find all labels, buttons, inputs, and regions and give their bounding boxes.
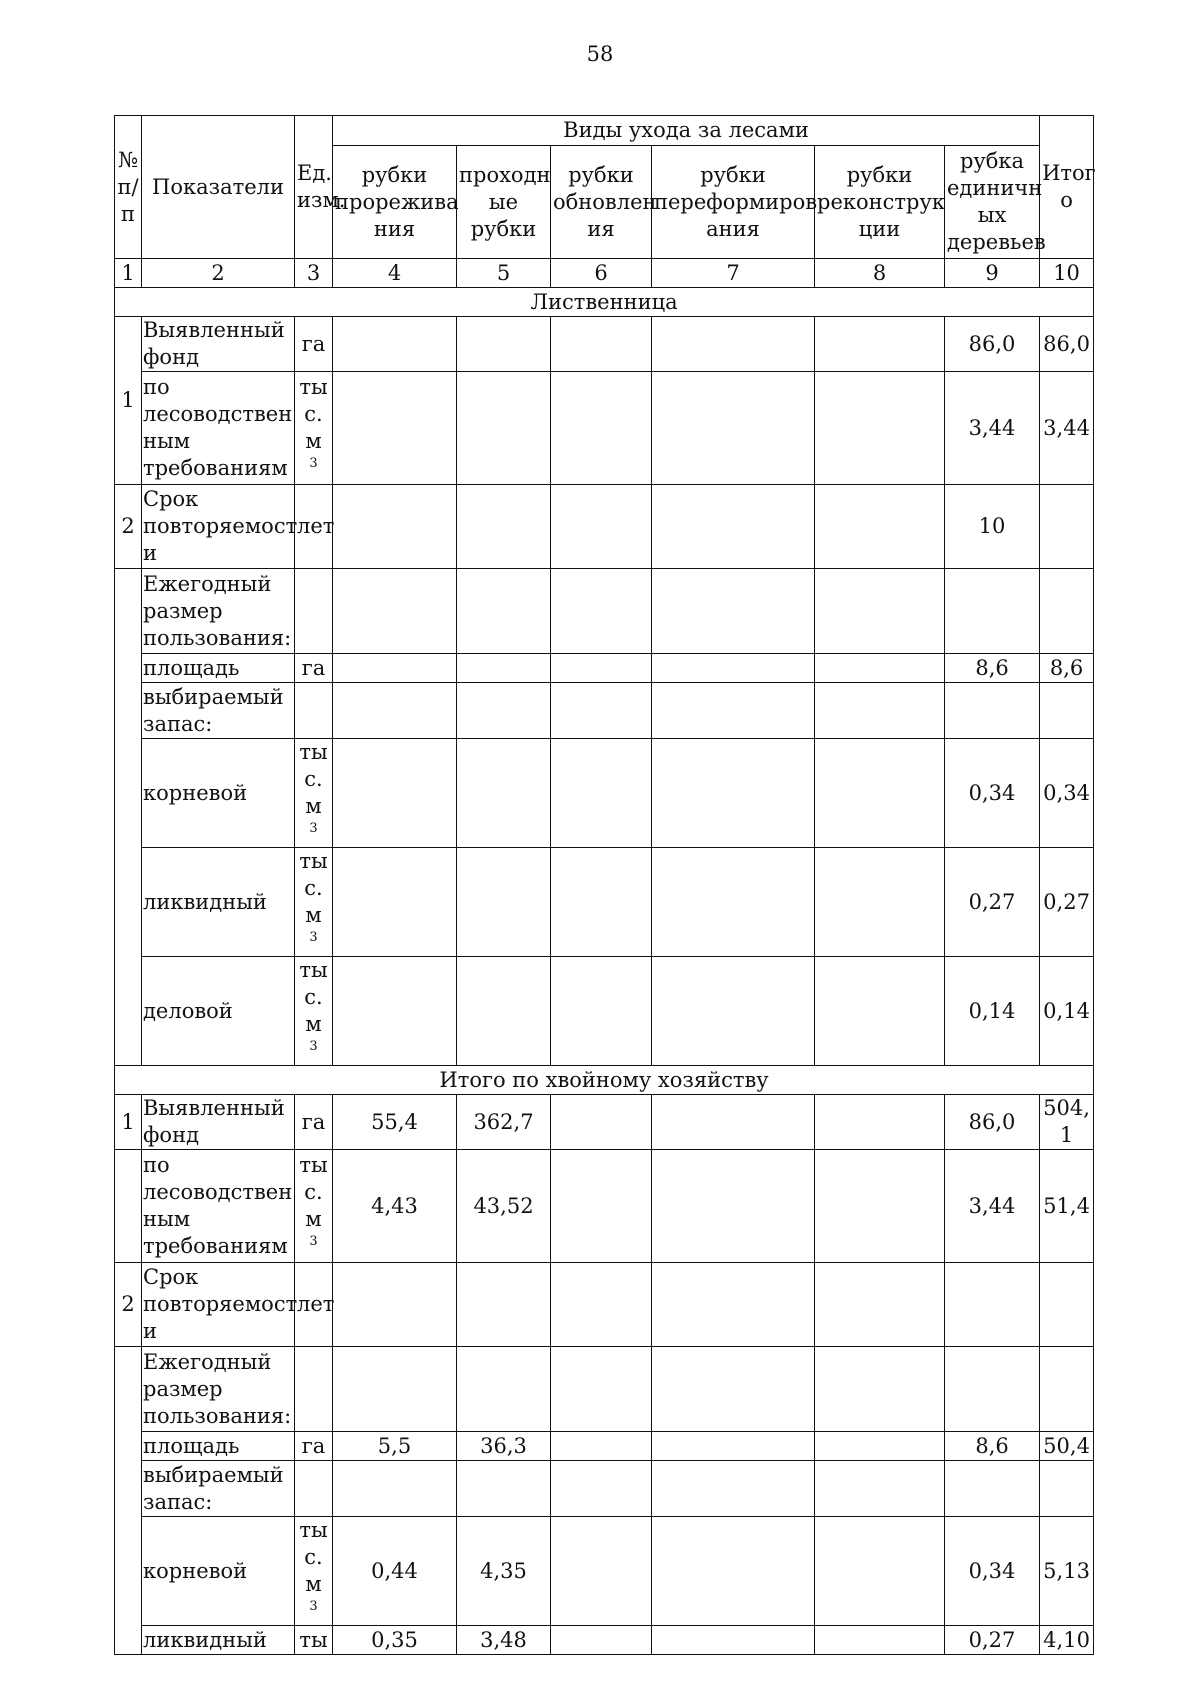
value-cell: [333, 372, 457, 485]
value-cell: [457, 739, 551, 848]
table-row: [115, 1095, 1094, 1150]
value-cell: [551, 683, 652, 739]
value-cell: 0,27: [945, 848, 1040, 957]
value-cell: [333, 485, 457, 569]
value-cell: 0,27: [945, 1626, 1040, 1655]
header-type: рубки переформиров ания: [652, 146, 815, 259]
value-cell: [551, 848, 652, 957]
value-cell: [551, 957, 652, 1066]
column-number: 2: [142, 259, 295, 288]
header-group: Виды ухода за лесами: [333, 116, 1040, 146]
value-cell: [551, 1263, 652, 1347]
header-type: рубки реконструк ции: [815, 146, 945, 259]
value-cell: [457, 1263, 551, 1347]
value-cell: [815, 957, 945, 1066]
value-cell: 86,0: [945, 317, 1040, 372]
value-cell: [457, 317, 551, 372]
unit-superscript: 3: [309, 1234, 318, 1249]
value-cell: [1040, 485, 1094, 569]
value-cell: 4,35: [457, 1517, 551, 1626]
header-type: рубка единичн ых деревьев: [945, 146, 1040, 259]
value-cell: [333, 848, 457, 957]
row-number: 1: [115, 317, 142, 485]
section-title-row: [115, 1066, 1094, 1095]
value-cell: [815, 1626, 945, 1655]
row-number: [115, 1150, 142, 1263]
header-total: Итог о: [1040, 116, 1094, 259]
row-unit: [295, 1461, 333, 1517]
value-cell: [333, 683, 457, 739]
row-label: корневой: [142, 1517, 295, 1626]
unit-text: ты с. м: [299, 1153, 328, 1231]
row-unit: [295, 317, 333, 372]
table-row: [115, 1517, 1094, 1626]
value-cell: [652, 317, 815, 372]
unit-text: га: [301, 1433, 326, 1458]
table-row: [115, 317, 1094, 372]
value-cell: [815, 1150, 945, 1263]
value-cell: [652, 1461, 815, 1517]
row-label: корневой: [142, 739, 295, 848]
row-label: Выявленный фонд: [142, 317, 295, 372]
unit-text: ты с. м: [299, 958, 328, 1036]
unit-superscript: 3: [309, 1599, 318, 1614]
value-cell: [815, 485, 945, 569]
column-number: 10: [1040, 259, 1094, 288]
value-cell: [457, 1461, 551, 1517]
row-unit: [295, 1517, 333, 1626]
header-type: проходн ые рубки: [457, 146, 551, 259]
value-cell: [551, 1150, 652, 1263]
value-cell: [1040, 1347, 1094, 1432]
value-cell: [652, 654, 815, 683]
unit-superscript: 3: [309, 456, 318, 471]
value-cell: [815, 569, 945, 654]
table-row: [115, 848, 1094, 957]
row-unit: [295, 1150, 333, 1263]
value-cell: [551, 1432, 652, 1461]
value-cell: 8,6: [945, 1432, 1040, 1461]
value-cell: [1040, 683, 1094, 739]
table-row: [115, 1626, 1094, 1655]
row-label: Выявленный фонд: [142, 1095, 295, 1150]
value-cell: [652, 485, 815, 569]
row-label: Срок повторяемост и: [142, 1263, 295, 1347]
value-cell: 10: [945, 485, 1040, 569]
row-unit: [295, 1263, 333, 1347]
row-label: Срок повторяемост и: [142, 485, 295, 569]
table-row: [115, 654, 1094, 683]
value-cell: [945, 1263, 1040, 1347]
value-cell: [333, 569, 457, 654]
value-cell: 0,34: [945, 1517, 1040, 1626]
value-cell: 0,27: [1040, 848, 1094, 957]
value-cell: [1040, 569, 1094, 654]
unit-text: га: [301, 1109, 326, 1134]
row-label: по лесоводствен ным требованиям: [142, 372, 295, 485]
value-cell: 55,4: [333, 1095, 457, 1150]
value-cell: 86,0: [1040, 317, 1094, 372]
value-cell: 0,14: [945, 957, 1040, 1066]
row-number: 1: [115, 1095, 142, 1150]
row-unit: [295, 1095, 333, 1150]
value-cell: 3,44: [945, 372, 1040, 485]
table-row: [115, 1263, 1094, 1347]
row-unit: [295, 569, 333, 654]
value-cell: [815, 848, 945, 957]
value-cell: 504, 1: [1040, 1095, 1094, 1150]
header-indicator: Показатели: [142, 116, 295, 259]
value-cell: 0,14: [1040, 957, 1094, 1066]
unit-text: ты с. м: [299, 1518, 328, 1596]
unit-text: га: [301, 655, 326, 680]
unit-text: лет: [297, 514, 335, 538]
table-row: [115, 957, 1094, 1066]
column-number: 5: [457, 259, 551, 288]
table-row: [115, 1347, 1094, 1432]
row-unit: [295, 1347, 333, 1432]
unit-text: га: [301, 331, 326, 356]
value-cell: 8,6: [945, 654, 1040, 683]
value-cell: [333, 1461, 457, 1517]
value-cell: [815, 317, 945, 372]
row-unit: [295, 683, 333, 739]
unit-superscript: 3: [309, 1039, 318, 1054]
row-unit: [295, 654, 333, 683]
row-label: площадь: [142, 654, 295, 683]
column-number: 3: [295, 259, 333, 288]
value-cell: [551, 485, 652, 569]
value-cell: [551, 1517, 652, 1626]
value-cell: 0,35: [333, 1626, 457, 1655]
row-label: Ежегодный размер пользования:: [142, 1347, 295, 1432]
value-cell: [945, 569, 1040, 654]
column-number: 1: [115, 259, 142, 288]
value-cell: [551, 317, 652, 372]
table-row: [115, 1150, 1094, 1263]
value-cell: [457, 372, 551, 485]
value-cell: [815, 372, 945, 485]
value-cell: [652, 957, 815, 1066]
value-cell: [551, 1095, 652, 1150]
table-row: [115, 683, 1094, 739]
value-cell: [652, 1517, 815, 1626]
value-cell: [551, 739, 652, 848]
value-cell: [815, 1095, 945, 1150]
value-cell: 4,43: [333, 1150, 457, 1263]
value-cell: [457, 683, 551, 739]
value-cell: [652, 739, 815, 848]
unit-text: ты с. м: [299, 740, 328, 818]
value-cell: [551, 1626, 652, 1655]
value-cell: 36,3: [457, 1432, 551, 1461]
value-cell: [815, 683, 945, 739]
unit-text: ты с. м: [299, 375, 328, 453]
table-row: [115, 1461, 1094, 1517]
row-number: [115, 1347, 142, 1655]
row-number: 2: [115, 485, 142, 569]
value-cell: [945, 1461, 1040, 1517]
column-number: 9: [945, 259, 1040, 288]
table-row: [115, 1432, 1094, 1461]
forest-care-table: [114, 115, 1094, 1655]
column-number: 4: [333, 259, 457, 288]
row-label: деловой: [142, 957, 295, 1066]
value-cell: 8,6: [1040, 654, 1094, 683]
value-cell: [333, 1347, 457, 1432]
value-cell: [815, 1347, 945, 1432]
row-unit: [295, 957, 333, 1066]
value-cell: [652, 1347, 815, 1432]
value-cell: [815, 1263, 945, 1347]
value-cell: 3,48: [457, 1626, 551, 1655]
column-number: 6: [551, 259, 652, 288]
value-cell: [652, 372, 815, 485]
row-label: по лесоводствен ным требованиям: [142, 1150, 295, 1263]
header-num: № п/п: [115, 116, 142, 259]
unit-superscript: 3: [309, 930, 318, 945]
header-type: рубки прорежива ния: [333, 146, 457, 259]
row-label: выбираемый запас:: [142, 683, 295, 739]
row-label: выбираемый запас:: [142, 1461, 295, 1517]
row-unit: [295, 372, 333, 485]
value-cell: [333, 317, 457, 372]
section-title-row: [115, 288, 1094, 317]
value-cell: [551, 654, 652, 683]
value-cell: 0,34: [1040, 739, 1094, 848]
column-number: 8: [815, 259, 945, 288]
table-row: [115, 739, 1094, 848]
value-cell: [457, 485, 551, 569]
value-cell: 0,34: [945, 739, 1040, 848]
page-number: 58: [586, 42, 614, 66]
value-cell: 51,4: [1040, 1150, 1094, 1263]
value-cell: 5,13: [1040, 1517, 1094, 1626]
value-cell: 43,52: [457, 1150, 551, 1263]
value-cell: 86,0: [945, 1095, 1040, 1150]
value-cell: [551, 372, 652, 485]
column-number: 7: [652, 259, 815, 288]
value-cell: [815, 1461, 945, 1517]
value-cell: [333, 957, 457, 1066]
value-cell: 50,4: [1040, 1432, 1094, 1461]
value-cell: [457, 848, 551, 957]
row-label: Ежегодный размер пользования:: [142, 569, 295, 654]
value-cell: [1040, 1263, 1094, 1347]
table-row: [115, 372, 1094, 485]
value-cell: [1040, 1461, 1094, 1517]
value-cell: [457, 654, 551, 683]
value-cell: [815, 739, 945, 848]
value-cell: [945, 683, 1040, 739]
value-cell: 362,7: [457, 1095, 551, 1150]
value-cell: [652, 1263, 815, 1347]
row-unit: [295, 739, 333, 848]
column-numbers-row: [115, 259, 1094, 288]
value-cell: [551, 569, 652, 654]
row-number: [115, 569, 142, 1066]
value-cell: 5,5: [333, 1432, 457, 1461]
value-cell: [333, 1263, 457, 1347]
row-unit: [295, 1626, 333, 1655]
value-cell: [551, 1347, 652, 1432]
value-cell: [652, 1095, 815, 1150]
row-label: ликвидный: [142, 1626, 295, 1655]
header-unit: Ед. изм.: [295, 116, 333, 259]
value-cell: [652, 1150, 815, 1263]
value-cell: 0,44: [333, 1517, 457, 1626]
value-cell: 3,44: [945, 1150, 1040, 1263]
value-cell: [815, 654, 945, 683]
value-cell: [652, 569, 815, 654]
row-unit: [295, 1432, 333, 1461]
value-cell: 4,10: [1040, 1626, 1094, 1655]
unit-text: лет: [297, 1292, 335, 1316]
section-title: Итого по хвойному хозяйству: [115, 1066, 1094, 1095]
value-cell: [457, 957, 551, 1066]
value-cell: [333, 654, 457, 683]
table-row: [115, 569, 1094, 654]
value-cell: [652, 848, 815, 957]
value-cell: 3,44: [1040, 372, 1094, 485]
unit-text: ты: [299, 1627, 328, 1652]
value-cell: [457, 569, 551, 654]
value-cell: [652, 683, 815, 739]
unit-text: ты с. м: [299, 849, 328, 927]
value-cell: [945, 1347, 1040, 1432]
row-unit: [295, 485, 333, 569]
row-unit: [295, 848, 333, 957]
row-label: площадь: [142, 1432, 295, 1461]
unit-superscript: 3: [309, 821, 318, 836]
row-number: 2: [115, 1263, 142, 1347]
value-cell: [333, 739, 457, 848]
value-cell: [457, 1347, 551, 1432]
header-type: рубки обновлен ия: [551, 146, 652, 259]
value-cell: [652, 1432, 815, 1461]
value-cell: [551, 1461, 652, 1517]
row-label: ликвидный: [142, 848, 295, 957]
section-title: Лиственница: [115, 288, 1094, 317]
value-cell: [815, 1432, 945, 1461]
value-cell: [815, 1517, 945, 1626]
table-row: [115, 485, 1094, 569]
value-cell: [652, 1626, 815, 1655]
